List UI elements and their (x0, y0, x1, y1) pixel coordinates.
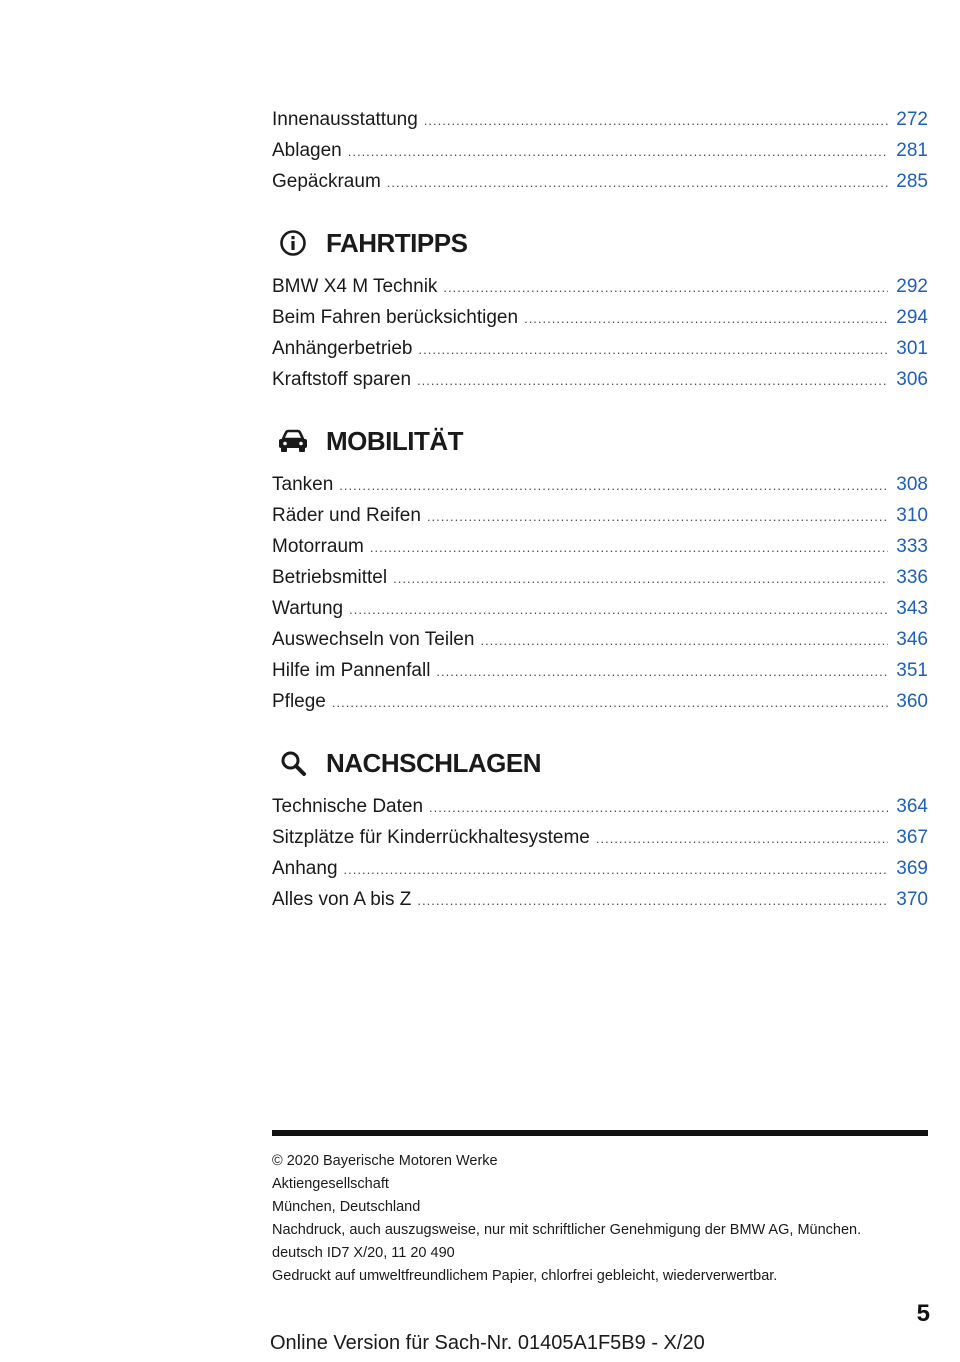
dot-leader (424, 105, 889, 136)
toc-entry[interactable] (272, 500, 928, 531)
toc-entry-title: Anhängerbetrieb (272, 338, 413, 359)
section-header[interactable] (272, 745, 928, 781)
toc-entry[interactable] (272, 302, 928, 333)
dot-leader (370, 532, 888, 563)
section-mobilitaet (272, 423, 928, 717)
toc-entry-page: 301 (896, 338, 928, 359)
dot-leader (417, 365, 888, 396)
toc-entry-page: 294 (896, 307, 928, 328)
toc-entry[interactable] (272, 166, 928, 197)
toc-entry-title: Tanken (272, 474, 334, 495)
company-line: Aktiengesellschaft (272, 1176, 389, 1192)
toc-entry[interactable] (272, 884, 928, 915)
section-header[interactable] (272, 225, 928, 261)
toc-entry[interactable] (272, 853, 928, 884)
toc-entry[interactable] (272, 135, 928, 166)
dot-leader (524, 303, 888, 334)
dot-leader (427, 501, 888, 532)
toc-entry-title: Technische Daten (272, 796, 424, 817)
toc-entry-title: Motorraum (272, 536, 364, 557)
dot-leader (349, 594, 888, 625)
toc-entry-title: Wartung (272, 598, 344, 619)
toc-entry-page: 336 (896, 567, 928, 588)
dot-leader (339, 470, 888, 501)
location-line: München, Deutschland (272, 1199, 421, 1215)
dot-leader (393, 563, 888, 594)
section-title: NACHSCHLAGEN (326, 747, 541, 778)
car-icon (276, 426, 310, 456)
dot-leader (429, 792, 888, 823)
edition-id: deutsch ID7 X/20, 11 20 490 (272, 1245, 455, 1261)
imprint-footer (272, 1130, 928, 1288)
dot-leader (480, 625, 888, 656)
toc-entry[interactable] (272, 104, 928, 135)
paper-notice: Gedruckt auf umweltfreundlichem Papier, chlorfrei gebleicht, wiederverwertbar. (272, 1268, 778, 1284)
toc-entry-page: 370 (896, 889, 928, 910)
toc-entry[interactable] (272, 469, 928, 500)
toc-entry[interactable] (272, 333, 928, 364)
toc-entry[interactable] (272, 593, 928, 624)
toc-entry-page: 285 (896, 171, 928, 192)
toc-entry-page: 346 (896, 629, 928, 650)
toc-entry-page: 281 (896, 140, 928, 161)
toc-entry[interactable] (272, 562, 928, 593)
section-fahrtipps (272, 225, 928, 395)
toc-entry[interactable] (272, 624, 928, 655)
dot-leader (387, 167, 889, 198)
toc-entry-title: Hilfe im Pannenfall (272, 660, 431, 681)
page-number: 5 (916, 1300, 930, 1327)
toc-entry[interactable] (272, 791, 928, 822)
reprint-notice: Nachdruck, auch auszugsweise, nur mit schriftlicher Genehmigung der BMW AG, München. (272, 1222, 862, 1238)
info-icon (276, 228, 310, 258)
table-of-contents (272, 104, 928, 915)
toc-entry[interactable] (272, 364, 928, 395)
toc-entry-page: 310 (896, 505, 928, 526)
toc-entry-page: 308 (896, 474, 928, 495)
toc-entry[interactable] (272, 686, 928, 717)
dot-leader (344, 854, 889, 885)
dot-leader (596, 823, 888, 854)
toc-entry-title: Kraftstoff sparen (272, 369, 412, 390)
toc-entry-title: Anhang (272, 858, 338, 879)
toc-entry-page: 306 (896, 369, 928, 390)
toc-entry-page: 272 (896, 109, 928, 130)
section-title: MOBILITÄT (326, 425, 464, 456)
toc-entry-title: Pflege (272, 691, 326, 712)
toc-entry-title: Gepäckraum (272, 171, 381, 192)
toc-entry-page: 367 (896, 827, 928, 848)
toc-entry[interactable] (272, 271, 928, 302)
toc-entry-title: Auswechseln von Teilen (272, 629, 475, 650)
toc-entry[interactable] (272, 655, 928, 686)
online-version-watermark: Online Version für Sach-Nr. 01405A1F5B9 - X/20 (270, 1332, 705, 1354)
toc-entry-page: 360 (896, 691, 928, 712)
footer-divider (272, 1130, 928, 1136)
dot-leader (443, 272, 888, 303)
toc-entry-title: Alles von A bis Z (272, 889, 412, 910)
section-nachschlagen (272, 745, 928, 915)
toc-entry-page: 351 (896, 660, 928, 681)
toc-entry-title: Räder und Reifen (272, 505, 421, 526)
toc-entry-title: BMW X4 M Technik (272, 276, 438, 297)
section-header[interactable] (272, 423, 928, 459)
toc-entry-title: Ablagen (272, 140, 342, 161)
toc-entry-page: 369 (896, 858, 928, 879)
toc-entry[interactable] (272, 531, 928, 562)
copyright-line: © 2020 Bayerische Motoren Werke (272, 1153, 498, 1169)
dot-leader (436, 656, 888, 687)
search-icon (276, 748, 310, 778)
toc-entry-title: Betriebsmittel (272, 567, 388, 588)
toc-entry-page: 364 (896, 796, 928, 817)
dot-leader (419, 334, 889, 365)
toc-entry-title: Innenausstattung (272, 109, 418, 130)
toc-entry[interactable] (272, 822, 928, 853)
dot-leader (332, 687, 888, 718)
toc-entry-page: 292 (896, 276, 928, 297)
toc-entry-title: Beim Fahren berücksichtigen (272, 307, 519, 328)
toc-entry-page: 333 (896, 536, 928, 557)
toc-entry-title: Sitzplätze für Kinderrückhaltesysteme (272, 827, 590, 848)
toc-entry-page: 343 (896, 598, 928, 619)
section-title: FAHRTIPPS (326, 227, 468, 258)
dot-leader (348, 136, 889, 167)
toc-group-top (272, 104, 928, 197)
dot-leader (417, 885, 888, 916)
